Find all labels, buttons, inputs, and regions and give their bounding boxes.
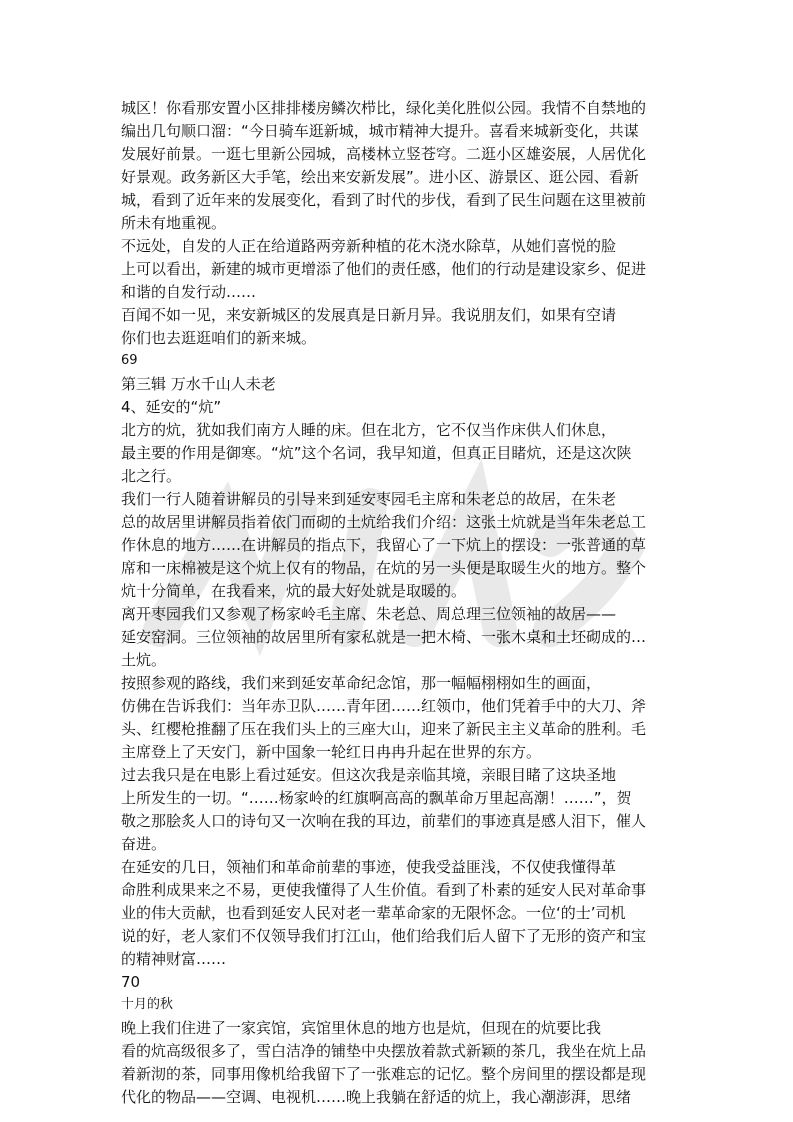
- text-line: 主席登上了天安门，新中国象一轮红日冉冉升起在世界的东方。: [121, 743, 542, 761]
- text-line: 炕十分简单，在我看来，炕的最大好处就是取暖的。: [121, 582, 467, 600]
- text-line: 最主要的作用是御寒。“炕”这个名词，我早知道，但真正目睹炕，还是这次陕: [121, 444, 632, 462]
- text-line: 业的伟大贡献，也看到延安人民对老一辈革命家的无限怀念。一位‘的士’司机: [121, 904, 626, 922]
- text-line: 总的故居里讲解员指着依门而砌的土炕给我们介绍：这张土炕就是当年朱老总工: [121, 513, 647, 531]
- text-line: 不远处，自发的人正在给道路两旁新种植的花木浇水除草，从她们喜悦的脸: [121, 237, 617, 255]
- text-line: 发展好前景。一逛七里新公园城，高楼林立竖苍穹。二逛小区雄姿展，人居优化: [121, 145, 647, 163]
- text-line: 离开枣园我们又参观了杨家岭毛主席、朱老总、周总理三位领袖的故居——: [121, 605, 617, 623]
- text-line: 仿佛在告诉我们：当年赤卫队……青年团……红领巾，他们凭着手中的大刀、斧: [121, 697, 647, 715]
- text-line: 上可以看出，新建的城市更增添了他们的责任感，他们的行动是建设家乡、促进: [121, 260, 647, 278]
- text-line: 城区！你看那安置小区排排楼房鳞次栉比，绿化美化胜似公园。我情不自禁地的: [121, 99, 647, 117]
- text-line: 头、红樱枪推翻了压在我们头上的三座大山，迎来了新民主主义革命的胜利。毛: [121, 720, 647, 738]
- text-line: 延安窑洞。三位领袖的故居里所有家私就是一把木椅、一张木桌和土坯砌成的…: [121, 628, 647, 646]
- text-line: 土炕。: [121, 651, 167, 669]
- text-line: 好景观。政务新区大手笔，绘出来安新发展”。进小区、游景区、逛公园、看新: [121, 168, 639, 186]
- section-title: 第三辑 万水千山人未老: [121, 375, 276, 393]
- text-line: 编出几句顺口溜：“今日骑车逛新城，城市精神大提升。喜看来城新变化，共谋: [121, 122, 639, 140]
- text-line: 命胜利成果来之不易，更使我懂得了人生价值。看到了朴素的延安人民对革命事: [121, 881, 647, 899]
- chapter-title: 4、延安的“炕”: [121, 398, 222, 416]
- text-line: 奋进。: [121, 835, 167, 853]
- text-line: 按照参观的路线，我们来到延安革命纪念馆，那一幅幅栩栩如生的画面，: [121, 674, 602, 692]
- text-line: 的精神财富……: [121, 950, 227, 968]
- text-line: 北方的炕，犹如我们南方人睡的床。但在北方，它不仅当作床供人们休息，: [121, 421, 617, 439]
- text-line: 过去我只是在电影上看过延安。但这次我是亲临其境，亲眼目睹了这块圣地: [121, 766, 617, 784]
- text-line: 城，看到了近年来的发展变化，看到了时代的步伐，看到了民生问题在这里被前: [121, 191, 647, 209]
- text-line: 敬之那脍炙人口的诗句又一次响在我的耳边，前辈们的事迹真是感人泪下，催人: [121, 812, 647, 830]
- text-line: 在延安的几日，领袖们和革命前辈的事迹，使我受益匪浅，不仅使我懂得革: [121, 858, 617, 876]
- text-line: 70: [121, 973, 141, 991]
- page-number: 十月的秋: [121, 997, 174, 1012]
- text-line: 和谐的自发行动……: [121, 283, 257, 301]
- text-line: 所未有地重视。: [121, 214, 227, 232]
- text-line: 席和一床棉被是这个炕上仅有的物品，在炕的另一头便是取暖生火的地方。整个: [121, 559, 647, 577]
- text-line: 代化的物品——空调、电视机……晚上我躺在舒适的炕上，我心潮澎湃，思绪: [121, 1088, 632, 1106]
- section-title: 晚上我们住进了一家宾馆，宾馆里休息的地方也是炕，但现在的炕要比我: [121, 1019, 602, 1037]
- text-line: 你们也去逛逛咱们的新来城。: [121, 329, 317, 347]
- text-line: 百闻不如一见，来安新城区的发展真是日新月异。我说朋友们，如果有空请: [121, 306, 617, 324]
- page-number: 69: [121, 353, 138, 368]
- text-line: 北之行。: [121, 467, 182, 485]
- text-line: 作休息的地方……在讲解员的指点下，我留心了一下炕上的摆设：一张普通的草: [121, 536, 647, 554]
- text-line: 说的好，老人家们不仅领导我们打江山，他们给我们后人留下了无形的资产和宝: [121, 927, 647, 945]
- text-line: 上所发生的一切。“……杨家岭的红旗啊高高的飘革命万里起高潮！……”，贺: [121, 789, 632, 807]
- text-line: 着新沏的茶，同事用像机给我留下了一张难忘的记忆。整个房间里的摆设都是现: [121, 1065, 647, 1083]
- text-line: 看的炕高级很多了，雪白洁净的铺垫中央摆放着款式新颖的茶几，我坐在炕上品: [121, 1042, 647, 1060]
- text-line: 我们一行人随着讲解员的引导来到延安枣园毛主席和朱老总的故居，在朱老: [121, 490, 617, 508]
